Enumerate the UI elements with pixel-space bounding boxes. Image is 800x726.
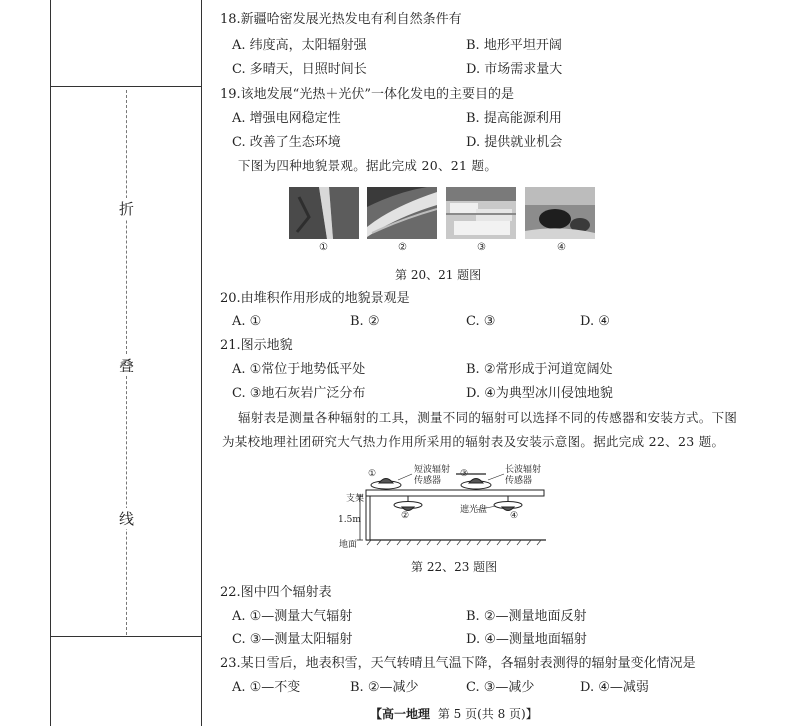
figure-caption-22-23: 第 22、23 题图 — [411, 560, 498, 574]
q19-option-c: C. 改善了生态环境 — [232, 135, 341, 150]
intro-22-23-line-2: 为某校地理社团研究大气热力作用所采用的辐射表及安装示意图。据此完成 22、23 题。 — [222, 434, 725, 449]
q23-option-a: A. ①—不变 — [232, 680, 301, 695]
q18-option-b: B. 地形平坦开阔 — [466, 38, 562, 53]
label-height: 1.5m — [338, 515, 361, 525]
intro-22-23-line-1: 辐射表是测量各种辐射的工具，测量不同的辐射可以选择不同的传感器和安装方式。下图 — [238, 410, 738, 425]
q21-stem: 21.图示地貌 — [220, 338, 293, 353]
q23-stem: 23.某日雪后，地表积雪，天气转晴且气温下降，各辐射表测得的辐射量变化情况是 — [220, 656, 696, 671]
q22-stem: 22.图中四个辐射表 — [220, 585, 332, 600]
q21-option-d: D. ④为典型冰川侵蚀地貌 — [466, 386, 613, 401]
diagram-marker-1: ① — [368, 469, 377, 479]
q20-option-a: A. ① — [232, 314, 262, 329]
footer-subject: 【高一地理 — [370, 707, 431, 721]
q19-stem: 19.该地发展“光热＋光伏”一体化发电的主要目的是 — [220, 87, 514, 102]
fold-char-1: 折 — [119, 200, 135, 218]
q20-stem: 20.由堆积作用形成的地貌景观是 — [220, 291, 410, 306]
q19-option-d: D. 提供就业机会 — [466, 135, 563, 150]
q23-option-b: B. ②—减少 — [350, 680, 419, 695]
photo-label-1: ① — [319, 242, 328, 253]
figure-caption-20-21: 第 20、21 题图 — [395, 268, 482, 282]
page-footer — [370, 705, 538, 722]
landform-photo-1 — [289, 187, 359, 239]
landform-photo-3 — [446, 187, 516, 239]
footer-page: 第 5 页(共 8 页)】 — [437, 707, 538, 721]
q21-option-c: C. ③地石灰岩广泛分布 — [232, 386, 366, 401]
diagram-marker-2: ② — [401, 511, 410, 521]
photo-label-4: ④ — [557, 242, 566, 253]
landform-photo-2 — [367, 187, 437, 239]
q18-option-c: C. 多晴天，日照时间长 — [232, 62, 367, 77]
q23-option-c: C. ③—减少 — [466, 680, 535, 695]
label-support: 支架 — [346, 494, 365, 504]
q22-option-b: B. ②—测量地面反射 — [466, 609, 587, 624]
fold-char-3: 线 — [119, 510, 135, 528]
q19-option-a: A. 增强电网稳定性 — [232, 111, 341, 126]
margin-box-bottom-rule — [50, 636, 202, 637]
q20-option-b: B. ② — [350, 314, 380, 329]
q23-option-d: D. ④—减弱 — [580, 680, 649, 695]
diagram-marker-3: ③ — [460, 469, 469, 479]
intro-20-21: 下图为四种地貌景观。据此完成 20、21 题。 — [238, 158, 498, 173]
q22-option-a: A. ①—测量大气辐射 — [232, 609, 353, 624]
label-shortwave-sensor: 短波辐射 传感器 — [414, 465, 451, 486]
q19-option-b: B. 提高能源利用 — [466, 111, 562, 126]
margin-inner-line — [201, 0, 202, 726]
q18-option-a: A. 纬度高，太阳辐射强 — [232, 38, 367, 53]
margin-box-top-rule — [50, 86, 202, 87]
margin-outer-line — [50, 0, 51, 726]
q18-stem: 18.新疆哈密发展光热发电有利自然条件有 — [220, 12, 462, 27]
q20-option-c: C. ③ — [466, 314, 496, 329]
q22-option-c: C. ③—测量太阳辐射 — [232, 632, 353, 647]
photo-label-2: ② — [398, 242, 407, 253]
q21-option-a: A. ①常位于地势低平处 — [232, 362, 366, 377]
label-shade-disk: 遮光盘 — [460, 505, 488, 515]
photo-label-3: ③ — [477, 242, 486, 253]
diagram-marker-4: ④ — [510, 511, 519, 521]
label-longwave-sensor: 长波辐射 传感器 — [505, 465, 542, 486]
q22-option-d: D. ④—测量地面辐射 — [466, 632, 587, 647]
q21-option-b: B. ②常形成于河道宽阔处 — [466, 362, 613, 377]
label-ground: 地面 — [339, 540, 358, 550]
q18-option-d: D. 市场需求量大 — [466, 62, 563, 77]
q20-option-d: D. ④ — [580, 314, 610, 329]
fold-char-2: 叠 — [119, 357, 135, 375]
landform-photo-4 — [525, 187, 595, 239]
